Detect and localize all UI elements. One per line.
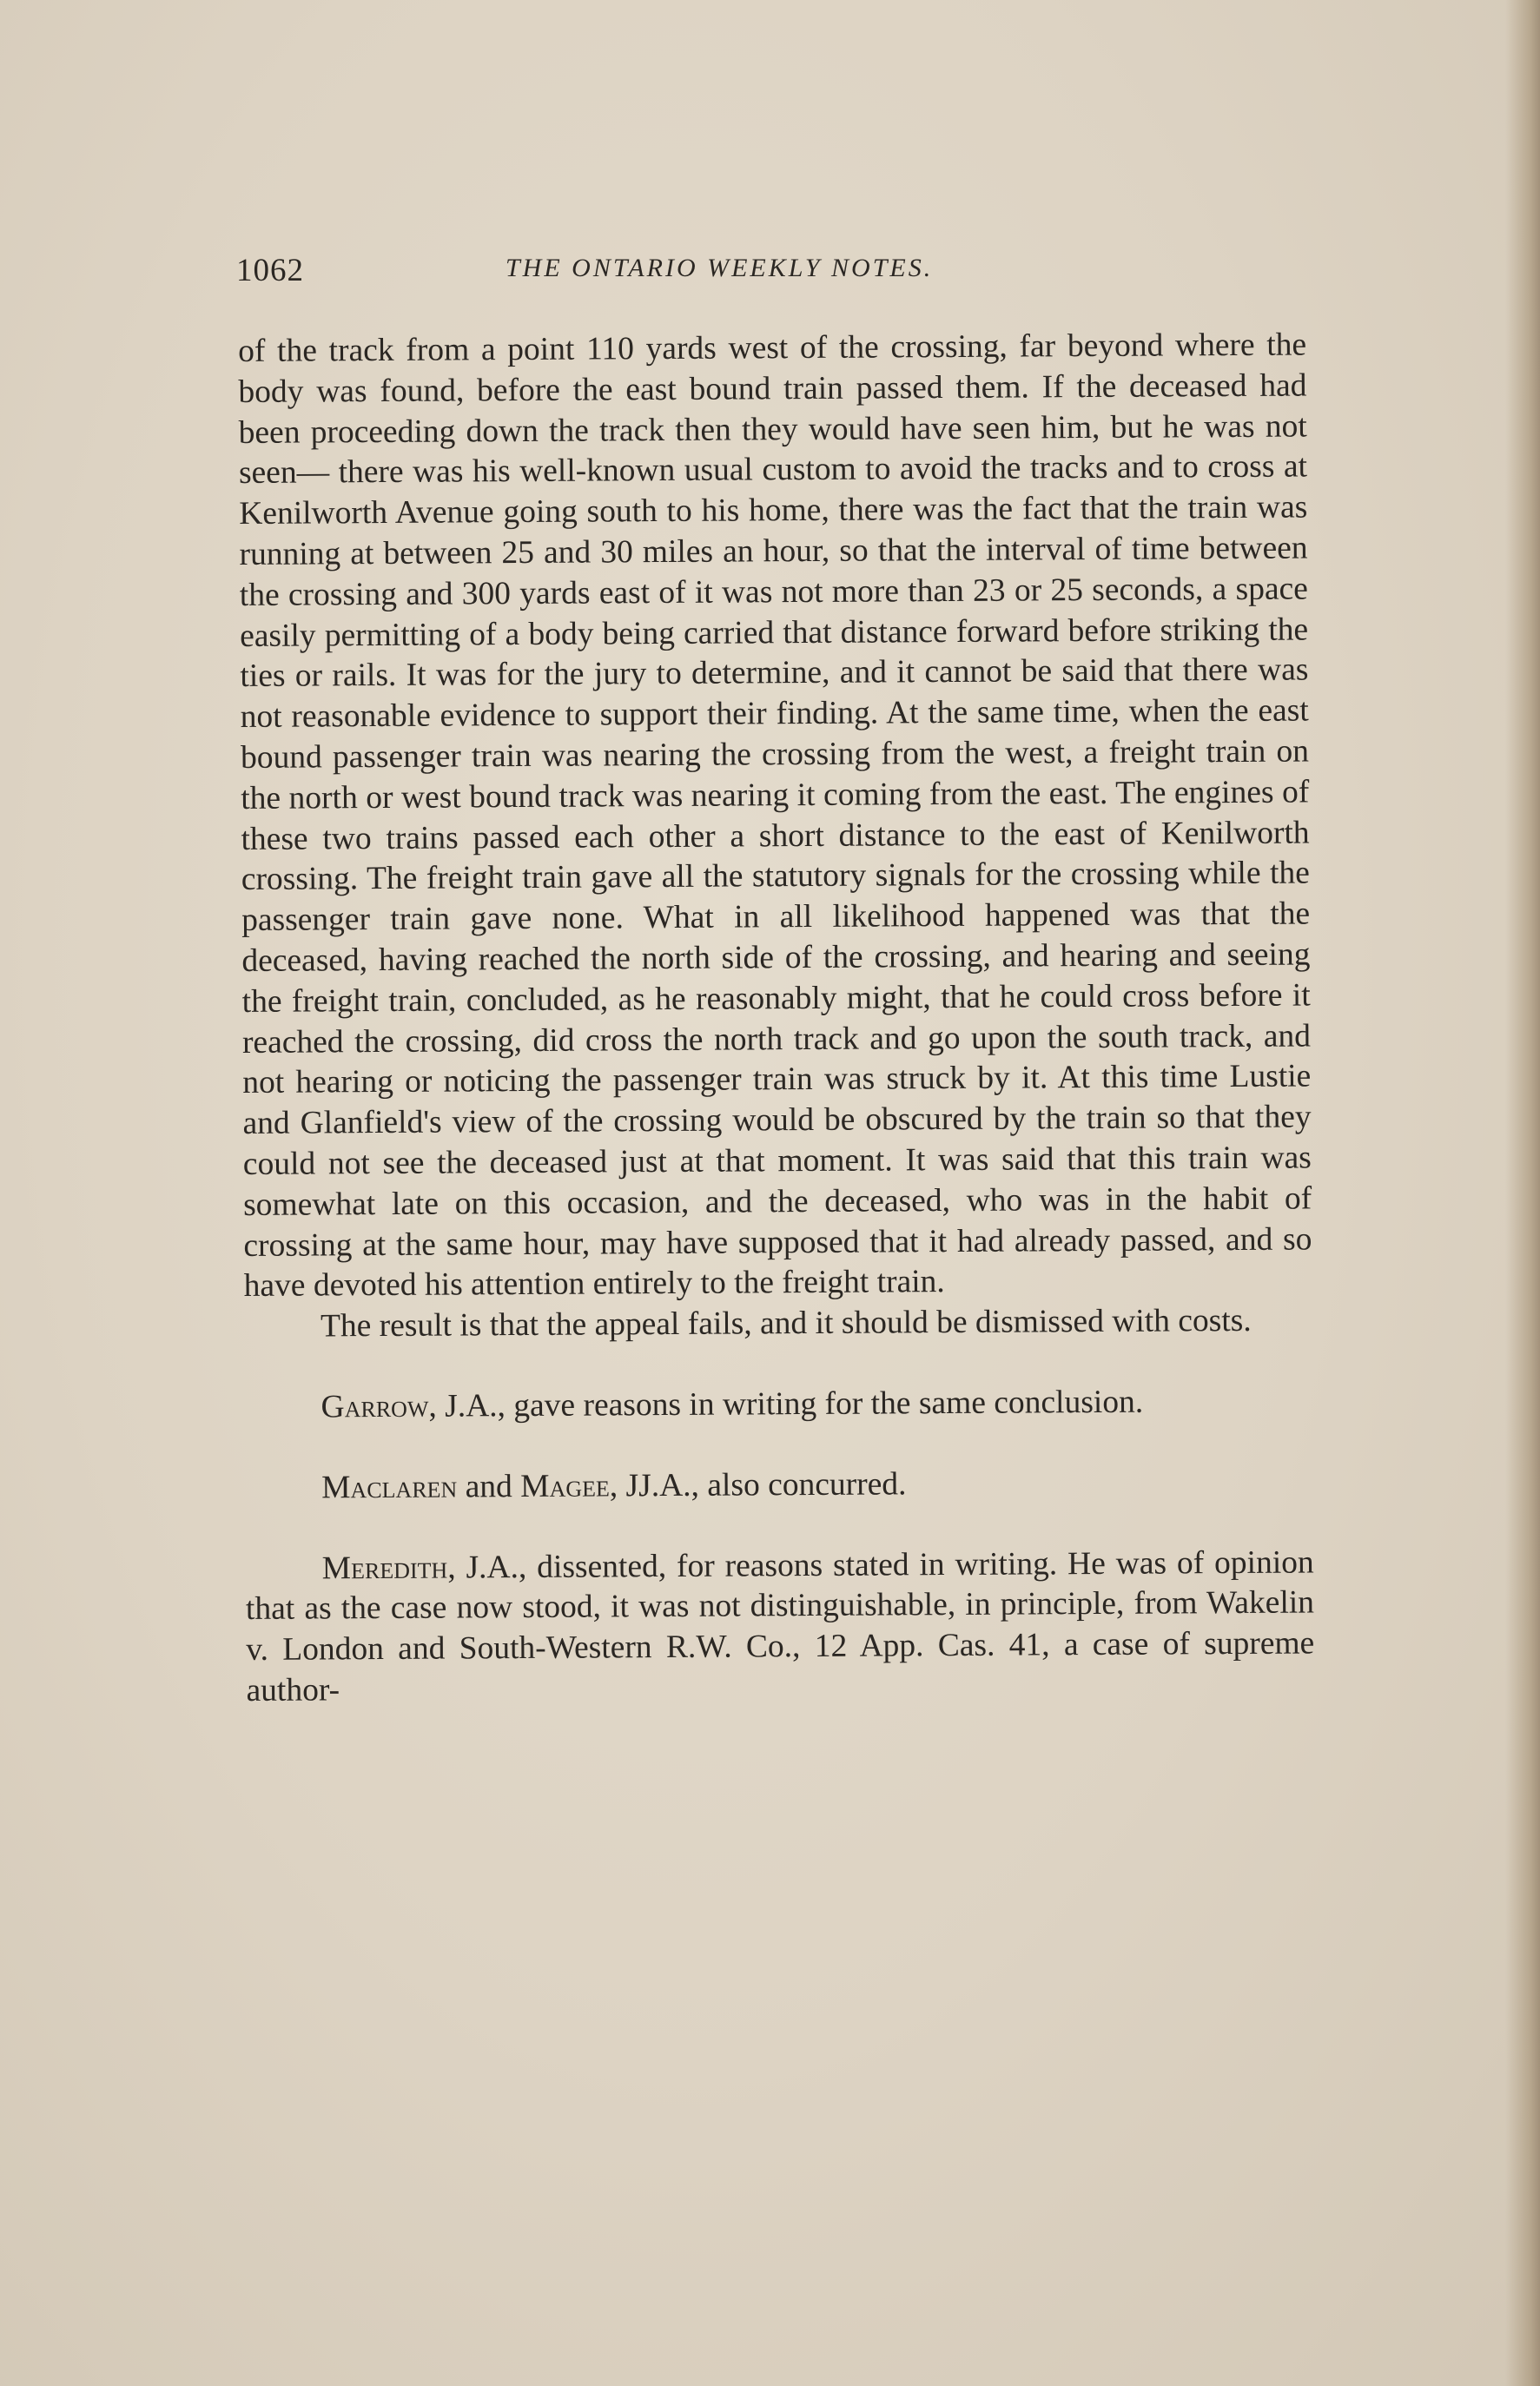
running-title: THE ONTARIO WEEKLY NOTES. bbox=[506, 254, 934, 282]
page-edge-shadow bbox=[1505, 0, 1540, 2386]
paragraph-concurrence-text: , JJ.A., also concurred. bbox=[609, 1466, 907, 1504]
page-number: 1062 bbox=[236, 253, 304, 288]
paragraph-result: The result is that the appeal fails, and it should be dismissed with costs. bbox=[320, 1303, 1252, 1345]
judge-name-maclaren: Maclaren bbox=[321, 1469, 458, 1506]
paragraph-garrow bbox=[244, 1381, 1312, 1428]
conjunction-text: and bbox=[457, 1468, 521, 1505]
paragraph-dissent-text: , J.A., dissented, for reasons stated in writing. He was of opinion that as the case now stood, it was not distinguishable, in principle, from Wakelin v. London and South-Western R.W. Co., 12 App. Cas. 41, a case of supreme author- bbox=[245, 1543, 1315, 1709]
body-text bbox=[238, 325, 1315, 1711]
judge-name-magee: Magee bbox=[520, 1468, 610, 1504]
judge-name-meredith: Meredith bbox=[321, 1550, 448, 1586]
paragraph-garrow-text: , J.A., gave reasons in writing for the same conclusion. bbox=[428, 1384, 1144, 1424]
judge-name-garrow: Garrow bbox=[321, 1388, 429, 1425]
paragraph-continuation: of the track from a point 110 yards west of the crossing, far beyond where the body was found, before the east bound train passed them. If the deceased had been proceeding down the track then they would have seen him, but he was not seen— there was his well-known usual custom to avoid the tracks and to cross at Kenilworth Avenue going south to his home, there was the fact that the train was running at between 25 and 30 miles an hour, so that the interval of time between the crossing and 300 yards east of it was not more than 23 or 25 seconds, a space easily permitting of a body being carried that distance forward before striking the ties or rails. It was for the jury to determine, and it cannot be said that there was not reasonable evidence to support their finding. At the same time, when the east bound passenger train was nearing the crossing from the west, a freight train on the north or west bound track was nearing it coming from the east. The engines of these two trains passed each other a short distance to the east of Kenilworth crossing. The freight train gave all the statutory signals for the crossing while the passenger train gave none. What in all likelihood happened was that the deceased, having reached the north side of the crossing, and hearing and seeing the freight train, concluded, as he reasonably might, that he could cross before it reached the crossing, did cross the north track and go upon the south track, and not hearing or noticing the passenger train was struck by it. At this time Lustie and Glanfield's view of the crossing would be obscured by the train so that they could not see the deceased just at that moment. It was said that this train was somewhat late on this occasion, and the deceased, who was in the habit of crossing at the same hour, may have supposed that it had already passed, and so have devoted his attention entirely to the freight train. bbox=[238, 327, 1312, 1305]
paragraph-concurrence bbox=[245, 1462, 1313, 1509]
page-header bbox=[236, 252, 1313, 304]
paragraph-dissent bbox=[246, 1543, 1315, 1712]
